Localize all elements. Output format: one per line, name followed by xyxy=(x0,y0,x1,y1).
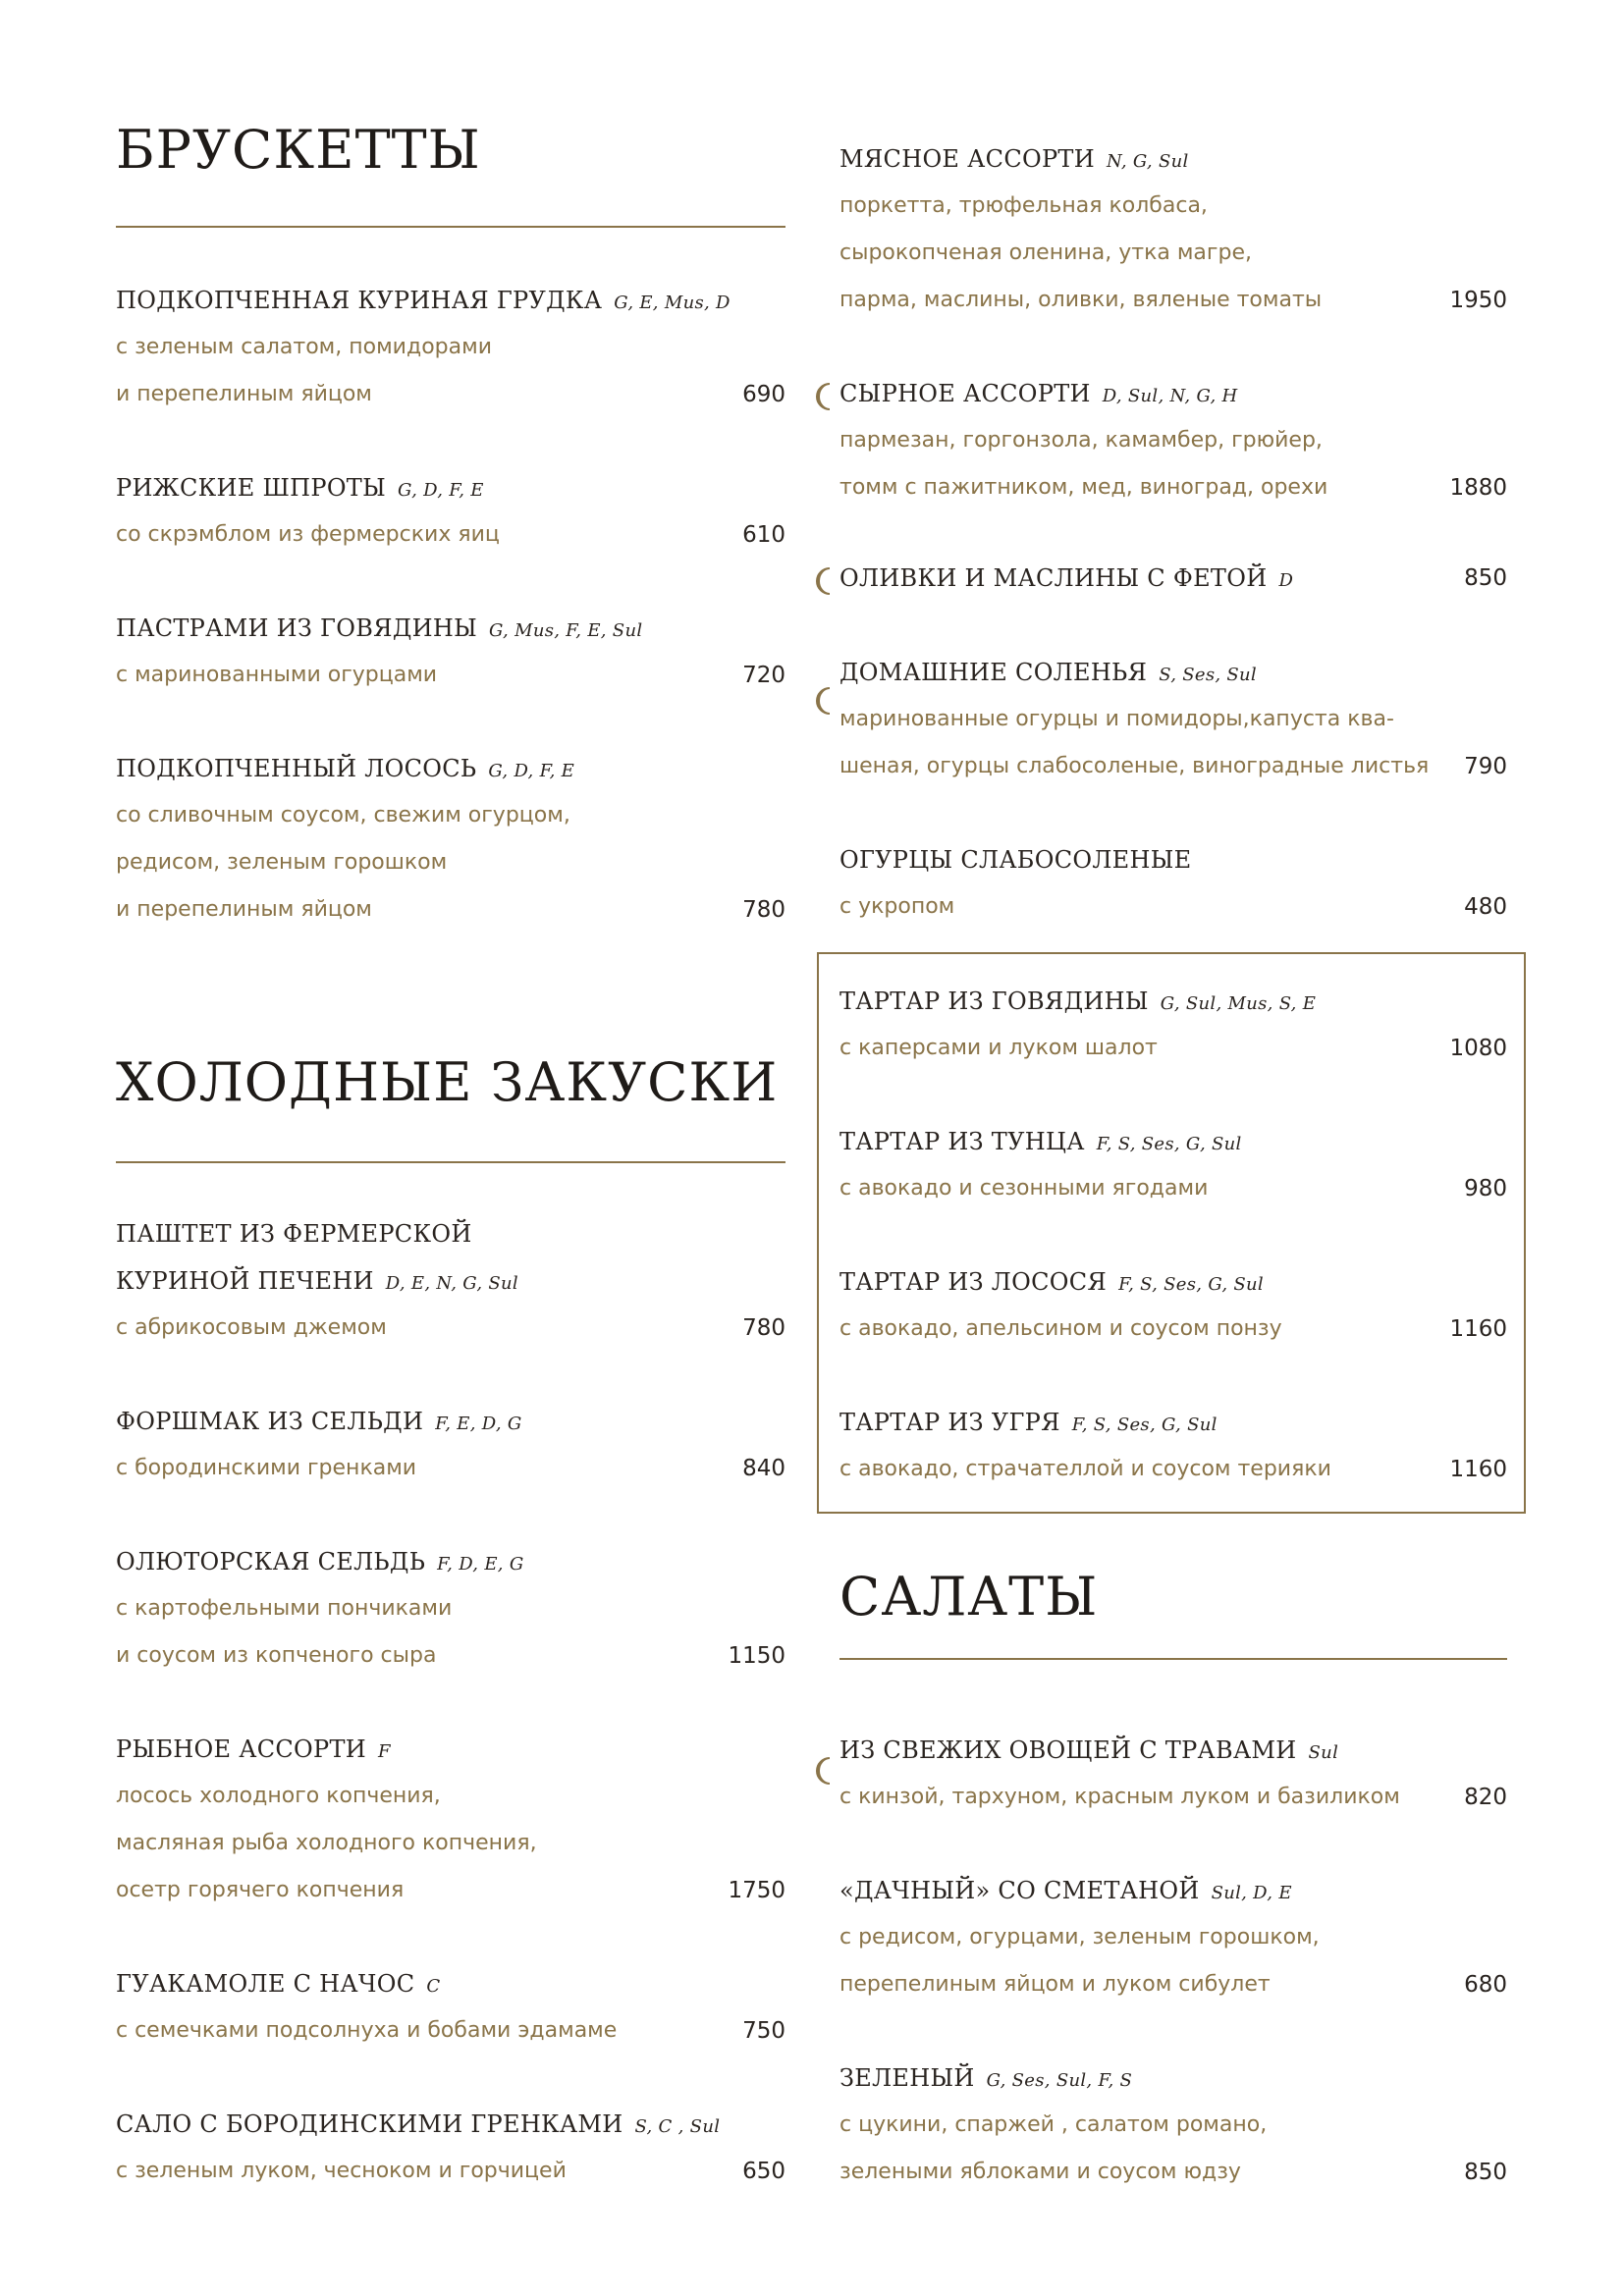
item-price: 1080 xyxy=(1449,1036,1507,1061)
item-price: 790 xyxy=(1464,754,1507,779)
item-price: 480 xyxy=(1464,894,1507,920)
item-name: ОЛИВКИ И МАСЛИНЫ С ФЕТОЙ D xyxy=(839,564,1294,592)
item-allergens: Sul xyxy=(1308,1742,1339,1763)
item-description: пармезан, горгонзола, камамбер, грюйер, xyxy=(839,428,1323,453)
item-name: ЗЕЛЕНЫЙ G, Ses, Sul, F, S xyxy=(839,2064,1133,2092)
item-description: с маринованными огурцами xyxy=(116,663,438,687)
item-description: редисом, зеленым горошком xyxy=(116,850,448,875)
item-name: ПАСТРАМИ ИЗ ГОВЯДИНЫ G, Mus, F, E, Sul xyxy=(116,614,643,642)
item-allergens: D, E, N, G, Sul xyxy=(385,1273,518,1294)
item-description: с зеленым луком, чесноком и горчицей xyxy=(116,2159,567,2183)
menu-item xyxy=(839,1258,1507,1353)
item-description: и перепелиным яйцом xyxy=(116,897,372,922)
item-allergens: S, C , Sul xyxy=(634,2116,721,2137)
item-price: 820 xyxy=(1464,1785,1507,1810)
item-name: ОГУРЦЫ СЛАБОСОЛЕНЫЕ xyxy=(839,846,1192,874)
item-description: томм с пажитником, мед, виноград, орехи xyxy=(839,475,1328,500)
item-description: маринованные огурцы и помидоры,капуста ква- xyxy=(839,707,1394,731)
item-description: с картофельными пончиками xyxy=(116,1596,453,1621)
item-description: сырокопченая оленина, утка магре, xyxy=(839,240,1252,265)
item-name: ИЗ СВЕЖИХ ОВОЩЕЙ С ТРАВАМИ Sul xyxy=(839,1736,1339,1764)
item-description: с укропом xyxy=(839,894,955,919)
item-description: с кинзой, тархуном, красным луком и базиликом xyxy=(839,1785,1400,1809)
item-name: РЫБНОЕ АССОРТИ F xyxy=(116,1735,391,1763)
item-price: 720 xyxy=(742,663,785,688)
item-allergens: Sul, D, E xyxy=(1211,1883,1292,1903)
crescent-moon-icon xyxy=(812,686,834,716)
item-name: ТАРТАР ИЗ ТУНЦА F, S, Ses, G, Sul xyxy=(839,1128,1242,1155)
item-price: 850 xyxy=(1464,2160,1507,2185)
menu-item xyxy=(116,1210,785,1352)
item-allergens: G, E, Mus, D xyxy=(614,293,731,313)
item-allergens: D, Sul, N, G, H xyxy=(1102,386,1238,406)
menu-item xyxy=(839,135,1507,324)
menu-item xyxy=(839,370,1507,511)
section-title-bruschetta: БРУСКЕТТЫ xyxy=(116,119,481,181)
menu-item xyxy=(116,605,785,699)
item-name: ФОРШМАК ИЗ СЕЛЬДИ F, E, D, G xyxy=(116,1408,522,1435)
item-allergens: F, E, D, G xyxy=(435,1414,522,1434)
item-description: с редисом, огурцами, зеленым горошком, xyxy=(839,1925,1320,1949)
item-description: поркетта, трюфельная колбаса, xyxy=(839,193,1208,218)
crescent-moon-icon xyxy=(812,566,834,596)
item-allergens: F xyxy=(378,1741,391,1762)
item-description: с семечками подсолнуха и бобами эдамаме xyxy=(116,2018,618,2043)
item-name: ОЛЮТОРСКАЯ СЕЛЬДЬ F, D, E, G xyxy=(116,1548,524,1575)
item-allergens: D xyxy=(1278,570,1294,591)
item-description: с бородинскими гренками xyxy=(116,1456,417,1480)
item-price: 1160 xyxy=(1449,1457,1507,1482)
item-allergens: F, S, Ses, G, Sul xyxy=(1096,1134,1242,1154)
menu-item xyxy=(116,745,785,934)
menu-item xyxy=(116,277,785,418)
item-description: с каперсами и луком шалот xyxy=(839,1036,1158,1060)
item-description: с авокадо, апельсином и соусом понзу xyxy=(839,1316,1282,1341)
item-allergens: F, S, Ses, G, Sul xyxy=(1071,1415,1218,1435)
item-allergens: C xyxy=(426,1976,441,1997)
item-name: САЛО С БОРОДИНСКИМИ ГРЕНКАМИ S, C , Sul xyxy=(116,2110,721,2138)
item-price: 1750 xyxy=(728,1878,785,1903)
item-name: ТАРТАР ИЗ ЛОСОСЯ F, S, Ses, G, Sul xyxy=(839,1268,1264,1296)
menu-item xyxy=(839,978,1507,1072)
item-name: ПАШТЕТ ИЗ ФЕРМЕРСКОЙ xyxy=(116,1220,472,1248)
item-allergens: F, D, E, G xyxy=(437,1554,524,1575)
section-divider xyxy=(116,226,785,228)
item-name: ТАРТАР ИЗ УГРЯ F, S, Ses, G, Sul xyxy=(839,1409,1218,1436)
item-description: с абрикосовым джемом xyxy=(116,1315,387,1340)
item-price: 780 xyxy=(742,897,785,923)
item-name: КУРИНОЙ ПЕЧЕНИ D, E, N, G, Sul xyxy=(116,1267,518,1295)
menu-item xyxy=(116,1726,785,1914)
item-allergens: G, Ses, Sul, F, S xyxy=(986,2070,1133,2091)
item-description: и перепелиным яйцом xyxy=(116,382,372,406)
item-description: и соусом из копченого сыра xyxy=(116,1643,437,1668)
menu-item xyxy=(839,1399,1507,1493)
item-allergens: G, D, F, E xyxy=(488,761,575,781)
item-price: 750 xyxy=(742,2018,785,2044)
menu-item xyxy=(839,2055,1507,2196)
item-name: ТАРТАР ИЗ ГОВЯДИНЫ G, Sul, Mus, S, E xyxy=(839,988,1317,1015)
item-description: осетр горячего копчения xyxy=(116,1878,405,1902)
item-price: 1880 xyxy=(1449,475,1507,501)
item-price: 1160 xyxy=(1449,1316,1507,1342)
section-divider xyxy=(116,1161,785,1163)
item-name: ДОМАШНИЕ СОЛЕНЬЯ S, Ses, Sul xyxy=(839,659,1257,686)
menu-item xyxy=(116,464,785,559)
item-allergens: S, Ses, Sul xyxy=(1159,665,1257,685)
menu-item xyxy=(839,1118,1507,1212)
menu-item xyxy=(116,1398,785,1492)
item-allergens: N, G, Sul xyxy=(1106,151,1189,172)
item-price: 840 xyxy=(742,1456,785,1481)
item-description: с авокадо и сезонными ягодами xyxy=(839,1176,1209,1201)
item-price: 780 xyxy=(742,1315,785,1341)
item-description: масляная рыба холодного копчения, xyxy=(116,1831,537,1855)
item-name: «ДАЧНЫЙ» СО СМЕТАНОЙ Sul, D, E xyxy=(839,1877,1292,1904)
item-name: ПОДКОПЧЕННАЯ КУРИНАЯ ГРУДКА G, E, Mus, D xyxy=(116,287,731,314)
menu-item xyxy=(839,555,1507,602)
item-name: СЫРНОЕ АССОРТИ D, Sul, N, G, H xyxy=(839,380,1238,407)
item-allergens: G, Mus, F, E, Sul xyxy=(489,620,643,641)
menu-item xyxy=(116,1538,785,1680)
menu-item xyxy=(116,1960,785,2055)
item-description: парма, маслины, оливки, вяленые томаты xyxy=(839,288,1323,312)
item-description: с зеленым салатом, помидорами xyxy=(116,335,492,359)
menu-item xyxy=(839,836,1507,931)
item-name: РИЖСКИЕ ШПРОТЫ G, D, F, E xyxy=(116,474,484,502)
item-description: со скрэмблом из фермерских яиц xyxy=(116,522,500,547)
item-allergens: G, D, F, E xyxy=(398,480,484,501)
item-allergens: G, Sul, Mus, S, E xyxy=(1160,993,1317,1014)
item-description: с авокадо, страчателлой и соусом терияки xyxy=(839,1457,1331,1481)
item-name: ГУАКАМОЛЕ С НАЧОС C xyxy=(116,1970,441,1998)
item-price: 1950 xyxy=(1449,288,1507,313)
item-price: 680 xyxy=(1464,1972,1507,1998)
crescent-moon-icon xyxy=(812,382,834,411)
item-price: 690 xyxy=(742,382,785,407)
crescent-moon-icon xyxy=(812,1756,834,1786)
item-price: 850 xyxy=(1464,565,1507,591)
item-description: с цукини, спаржей , салатом романо, xyxy=(839,2112,1268,2137)
menu-item xyxy=(839,1867,1507,2008)
item-description: шеная, огурцы слабосоленые, виноградные листья xyxy=(839,754,1430,778)
item-description: перепелиным яйцом и луком сибулет xyxy=(839,1972,1271,1997)
menu-item xyxy=(116,2101,785,2195)
item-allergens: F, S, Ses, G, Sul xyxy=(1118,1274,1264,1295)
item-description: лосось холодного копчения, xyxy=(116,1784,441,1808)
item-price: 1150 xyxy=(728,1643,785,1669)
menu-item xyxy=(839,1727,1507,1821)
section-divider xyxy=(839,1658,1507,1660)
section-title-cold: ХОЛОДНЫЕ ЗАКУСКИ xyxy=(116,1051,779,1113)
menu-item xyxy=(839,649,1507,790)
item-price: 650 xyxy=(742,2159,785,2184)
item-description: зелеными яблоками и соусом юдзу xyxy=(839,2160,1241,2184)
item-description: со сливочным соусом, свежим огурцом, xyxy=(116,803,570,828)
item-price: 980 xyxy=(1464,1176,1507,1201)
item-price: 610 xyxy=(742,522,785,548)
section-title-salads: САЛАТЫ xyxy=(839,1566,1099,1628)
item-name: ПОДКОПЧЕННЫЙ ЛОСОСЬ G, D, F, E xyxy=(116,755,575,782)
item-name: МЯСНОЕ АССОРТИ N, G, Sul xyxy=(839,145,1189,173)
